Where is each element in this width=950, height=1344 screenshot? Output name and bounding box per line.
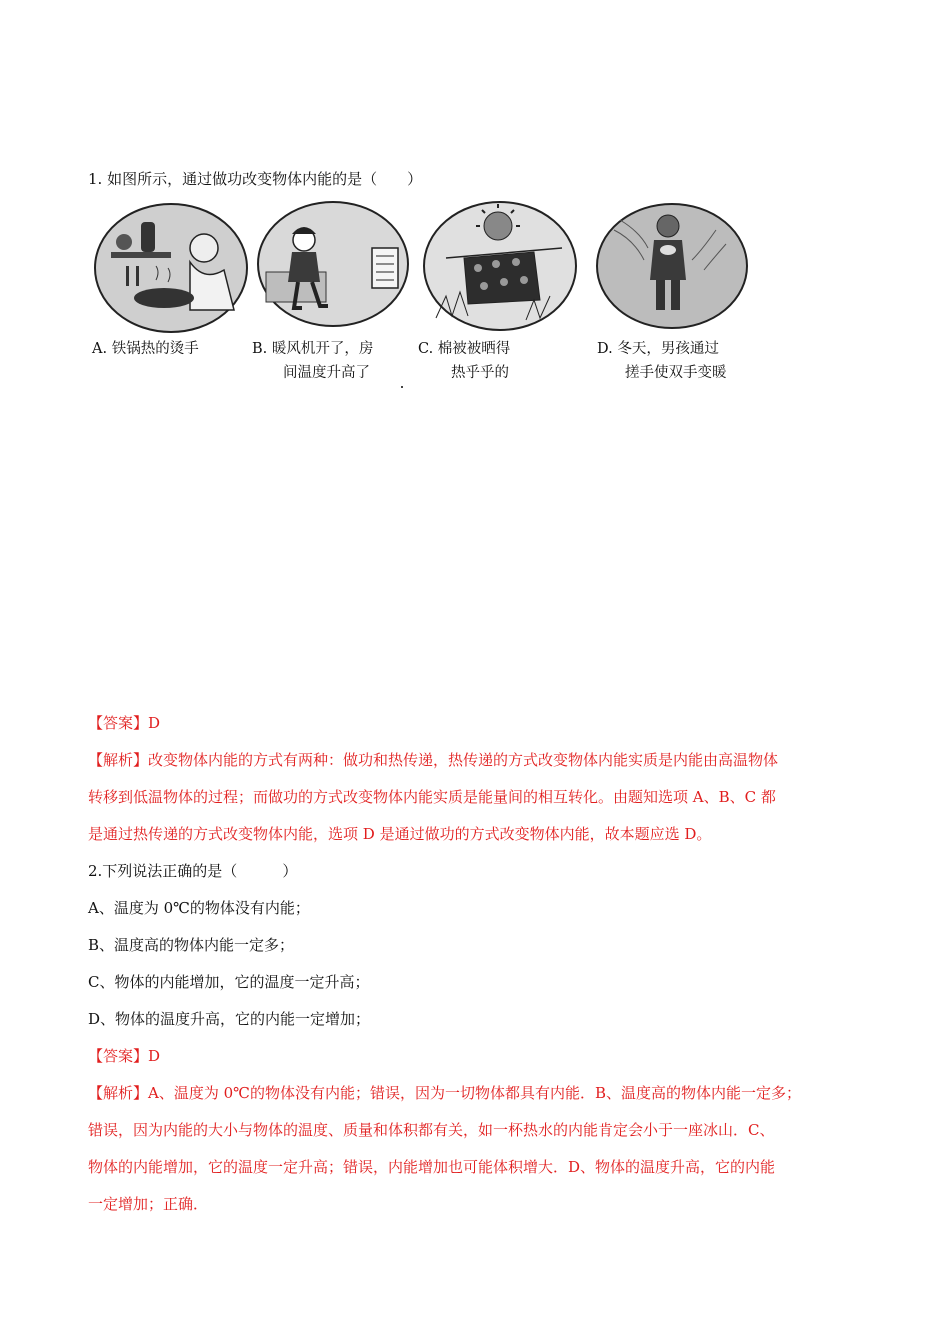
answer-label: 【答案】 [88, 1047, 149, 1065]
q2-option-a: A、温度为 0℃的物体没有内能； [88, 899, 310, 917]
q2-answer [88, 1046, 160, 1066]
q2-option-d: D、物体的温度升高，它的内能一定增加； [88, 1010, 371, 1028]
analysis-label: 【解析】 [88, 1084, 149, 1102]
figure-b-heater-illustration [258, 202, 408, 326]
q2-option-b: B、温度高的物体内能一定多； [88, 936, 295, 954]
q2-analysis-line-4: 一定增加；正确． [88, 1195, 209, 1213]
q2-option-c: C、物体的内能增加，它的温度一定升高； [88, 973, 370, 991]
q1-analysis-line-1 [88, 750, 778, 770]
q1-answer [88, 713, 160, 733]
q2-question: 2.下列说法正确的是（ ） [88, 862, 298, 880]
answer-value: D [148, 1047, 161, 1065]
figure-a-wok-illustration [95, 204, 247, 332]
q2-analysis-line-2: 错误，因为内能的大小与物体的温度、质量和体积都有关，如一杯热水的内能肯定会小于一座冰山．C、 [88, 1121, 775, 1139]
figure-c-quilt-sun-illustration [424, 202, 576, 330]
option-c-caption-line1: C. 棉被被晒得 [418, 341, 511, 357]
q1-question: 1. 如图所示，通过做功改变物体内能的是（ ） [88, 170, 423, 188]
option-c-caption-line2: 热乎乎的 [451, 365, 509, 381]
q1-analysis-line-3: 是通过热传递的方式改变物体内能，选项 D 是通过做功的方式改变物体内能，故本题应选 D。 [88, 825, 712, 843]
option-b-caption-line1: B. 暖风机开了，房 [252, 341, 374, 357]
option-d-caption-line2: 搓手使双手变暖 [625, 365, 727, 381]
q2-analysis-line-3: 物体的内能增加，它的温度一定升高；错误，内能增加也可能体积增大．D、物体的温度升高，它的内能 [88, 1158, 776, 1176]
answer-label: 【答案】 [88, 714, 149, 732]
q2-analysis-line-1 [88, 1083, 801, 1103]
option-a-caption: A. 铁锅热的烫手 [92, 341, 199, 357]
analysis-text: 改变物体内能的方式有两种：做功和热传递，热传递的方式改变物体内能实质是内能由高温物体 [148, 751, 779, 769]
stray-dot [401, 386, 403, 388]
option-b-caption-line2: 间温度升高了 [283, 365, 370, 381]
option-d-caption-line1: D. 冬天，男孩通过 [597, 341, 719, 357]
analysis-text: A、温度为 0℃的物体没有内能；错误，因为一切物体都具有内能．B、温度高的物体内能一定多； [148, 1084, 801, 1102]
answer-value: D [148, 714, 161, 732]
figure-d-boy-rubbing-hands-illustration [597, 204, 747, 328]
q1-analysis-line-2: 转移到低温物体的过程；而做功的方式改变物体内能实质是能量间的相互转化。由题知选项 A、B、C 都 [88, 788, 776, 806]
analysis-label: 【解析】 [88, 751, 149, 769]
